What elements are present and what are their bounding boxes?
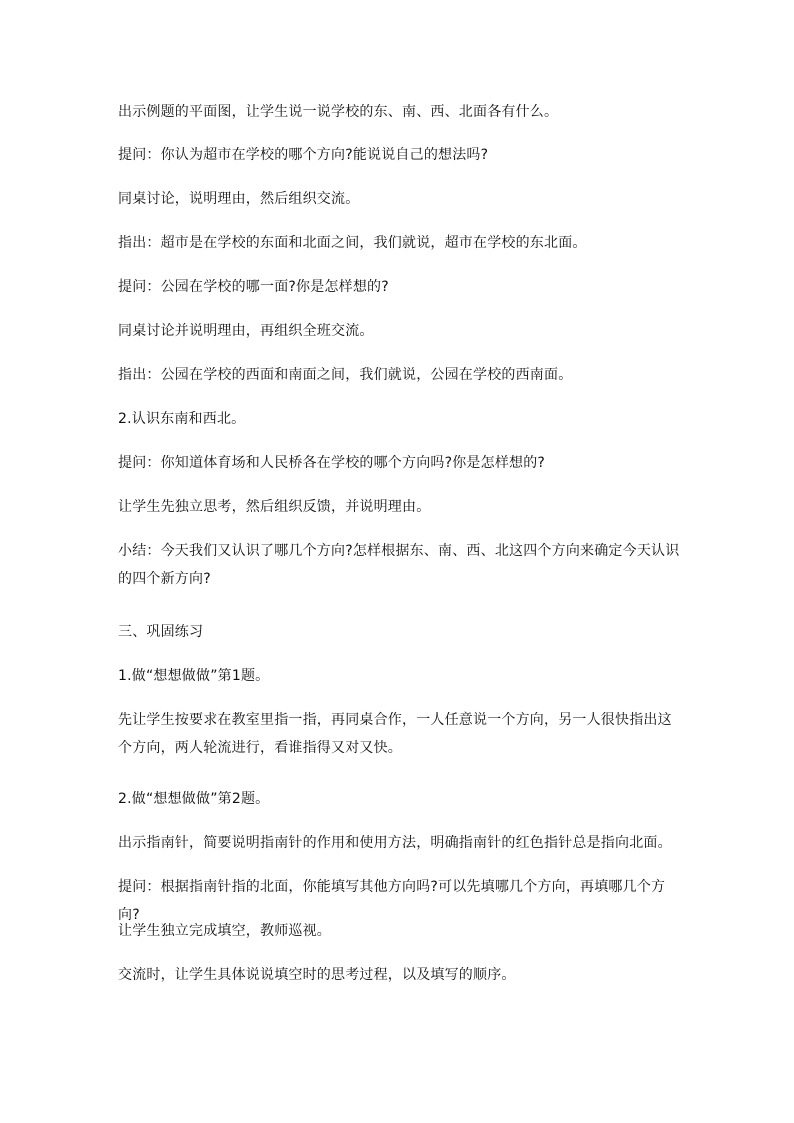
- paragraph-exercise-2-heading: 2.做“想想做做”第2题。: [118, 791, 270, 807]
- paragraph-question-stadium-bridge: 提问：你知道体育场和人民桥各在学校的哪个方向吗?你是怎样想的?: [118, 455, 546, 471]
- paragraph-summary: 小结：今天我们又认识了哪几个方向?怎样根据东、南、西、北这四个方向来确定今天认识的四个新方向?: [118, 543, 680, 587]
- paragraph-discuss-pairs: 同桌讨论，说明理由，然后组织交流。: [118, 191, 360, 207]
- paragraph-show-map: 出示例题的平面图，让学生说一说学校的东、南、西、北面各有什么。: [118, 104, 559, 120]
- paragraph-question-park: 提问：公园在学校的哪一面?你是怎样想的?: [118, 279, 389, 295]
- paragraph-exercise-1-heading: 1.做“想想做做”第1题。: [118, 668, 270, 684]
- paragraph-exchange-process: 交流时，让学生具体说说填空时的思考过程，以及填写的顺序。: [118, 967, 516, 983]
- paragraph-independent-thinking: 让学生先独立思考，然后组织反馈，并说明理由。: [118, 499, 431, 515]
- paragraph-southeast-northwest-heading: 2.认识东南和西北。: [118, 411, 246, 427]
- paragraph-show-compass: 出示指南针，简要说明指南针的作用和使用方法，明确指南针的红色指针总是指向北面。: [118, 835, 672, 851]
- paragraph-question-supermarket: 提问：你认为超市在学校的哪个方向?能说说自己的想法吗?: [118, 147, 489, 163]
- paragraph-point-out-southwest: 指出：公园在学校的西面和南面之间，我们就说，公园在学校的西南面。: [118, 367, 573, 383]
- paragraph-point-out-northeast: 指出：超市是在学校的东面和北面之间，我们就说，超市在学校的东北面。: [118, 235, 587, 251]
- section-heading-consolidation: 三、巩固练习: [118, 624, 204, 640]
- paragraph-fill-blanks: 让学生独立完成填空，教师巡视。: [118, 923, 331, 939]
- paragraph-question-fill-directions: 提问：根据指南针指的北面，你能填写其他方向吗?可以先填哪几个方向，再填哪几个方向?: [118, 879, 666, 923]
- paragraph-exercise-1-instructions: 先让学生按要求在教室里指一指，再同桌合作，一人任意说一个方向，另一人很快指出这个方向，两人轮流进行，看谁指得又对又快。: [118, 712, 672, 756]
- paragraph-class-exchange: 同桌讨论并说明理由，再组织全班交流。: [118, 323, 374, 339]
